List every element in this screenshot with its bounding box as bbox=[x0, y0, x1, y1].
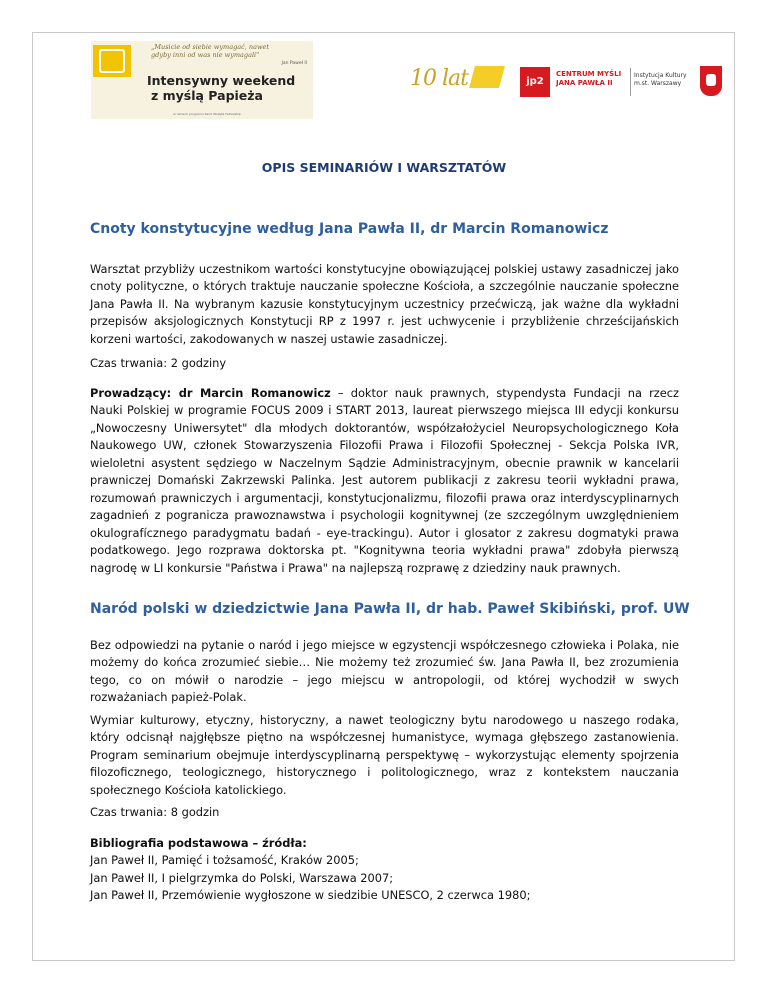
section2-duration: Czas trwania: 8 godzin bbox=[90, 805, 220, 819]
banner-quote: „Musicie od siebie wymagać, nawet gdyby inni od was nie wymagali" bbox=[151, 43, 269, 59]
banner-subtitle: w ramach programu Karol Wojtyła Fellowship bbox=[173, 112, 241, 116]
centrum-logo-text: CENTRUM MYŚLI JANA PAWŁA II bbox=[556, 70, 622, 87]
bibliography-item: Jan Paweł II, I pielgrzymka do Polski, Warszawa 2007; bbox=[90, 870, 394, 885]
section2-bibliography bbox=[90, 835, 679, 905]
section2-paragraph2: Wymiar kulturowy, etyczny, historyczny, a nawet teologiczny bytu narodowego u naszego rodaka, który odcisnął najgłębsze piętno na współczesnej humanistyce, wymaga głębszego zastanowienia. Program seminarium obejmuje interdyscyplinarną perspektywę – wykorzystując elementy spojrzenia filozoficznego, teologicznego, historycznego i politologicznego, wraz z kontekstem nauczania społecznego Kościoła katolickiego. bbox=[90, 713, 679, 797]
papal-portrait-icon bbox=[93, 45, 131, 77]
bibliography-heading: Bibliografia podstawowa – źródła: bbox=[90, 836, 307, 850]
logo-divider bbox=[630, 68, 631, 96]
section1-duration: Czas trwania: 2 godziny bbox=[90, 356, 227, 370]
banner-quote-author: Jan Paweł II bbox=[281, 61, 307, 66]
instructor-label: Prowadzący: dr Marcin Romanowicz bbox=[90, 386, 331, 400]
section1-description: Warsztat przybliży uczestnikom wartości konstytucyjne obowiązującej polskiej ustawy zasadniczej jako cnoty polityczne, o których traktuje nauczanie społeczne Kościoła, a szczególnie nauczanie społeczne Jana Pawła II. Na wybranym kazusie konstytucyjnym uczestnicy przećwiczą, jak ważne dla wykładni przepisów aksjologicznych Konstytucji RP z 1997 r. jest uchwycenie i przybliżenie chrześcijańskich korzeni wartości, zakodowanych w naszej ustawie zasadniczej. bbox=[90, 262, 679, 346]
section1-heading: Cnoty konstytucyjne według Jana Pawła II, dr Marcin Romanowicz bbox=[90, 221, 609, 237]
event-banner bbox=[91, 41, 313, 119]
section2-heading: Naród polski w dziedzictwie Jana Pawła II, dr hab. Paweł Skibiński, prof. UW bbox=[90, 601, 690, 617]
partner-logos bbox=[404, 66, 734, 100]
warsaw-crest-icon bbox=[700, 66, 722, 96]
institution-label: Instytucja Kultury m.st. Warszawy bbox=[634, 72, 687, 87]
section1-instructor-bio: Prowadzący: dr Marcin Romanowicz – doktor nauk prawnych, stypendysta Fundacji na rzecz Nauki Polskiej w programie FOCUS 2009 i START 2013, laureat pierwszego miejsca III edycji konkursu „Nowoczesny Uniwersytet" dla młodych doktorantów, współzałożyciel Neuropsychologicznego Koła Naukowego UW, członek Stowarzyszenia Filozofii Prawa i Filozofii Społecznej - Sekcja Polska IVR, wieloletni asystent sędziego w Naczelnym Sądzie Administracyjnym, obecnie prawnik w kancelarii prawniczej Domański Zakrzewski Palinka. Jest autorem publikacji z zakresu teorii wykładni prawa, rozumowań prawniczych i argumentacji, konstytucjonalizmu, filozofii prawa oraz interdyscyplinarnych zagadnień z pogranicza prawoznawstwa i psychologii kognitywnej (ze szczególnym uwzględnieniem okulografícznego paradygmatu badań - eye-trackingu). Autor i glosator z zakresu dogmatyki prawa podatkowego. Jego rozprawa doktorska pt. "Kognitywna teoria wykładni prawa" zdobyła pierwszą nagrodę w LI konkursie "Państwa i Prawa" na najlepszą rozprawę z dziedziny nauk prawnych. bbox=[90, 386, 679, 575]
jp2-logo: jp2 bbox=[520, 67, 550, 97]
banner-title: Intensywny weekend z myślą Papieża bbox=[147, 73, 296, 103]
bibliography-item: Jan Paweł II, Pamięć i tożsamość, Kraków 2005; bbox=[90, 853, 359, 868]
bibliography-item: Jan Paweł II, Przemówienie wygłoszone w siedzibie UNESCO, 2 czerwca 1980; bbox=[90, 888, 531, 903]
anniversary-logo: 10 lat bbox=[410, 66, 502, 91]
document-title: OPIS SEMINARIÓW I WARSZTATÓW bbox=[261, 160, 507, 175]
section2-paragraph1: Bez odpowiedzi na pytanie o naród i jego miejsce w egzystencji współczesnego człowieka i Polaka, nie możemy do końca zrozumieć siebie… Nie możemy też zrozumieć św. Jana Pawła II, bez zrozumienia tego, co on mówił o narodzie – jego miejscu w antropologii, od której wychodził w swych rozważaniach papież-Polak. bbox=[90, 638, 679, 705]
